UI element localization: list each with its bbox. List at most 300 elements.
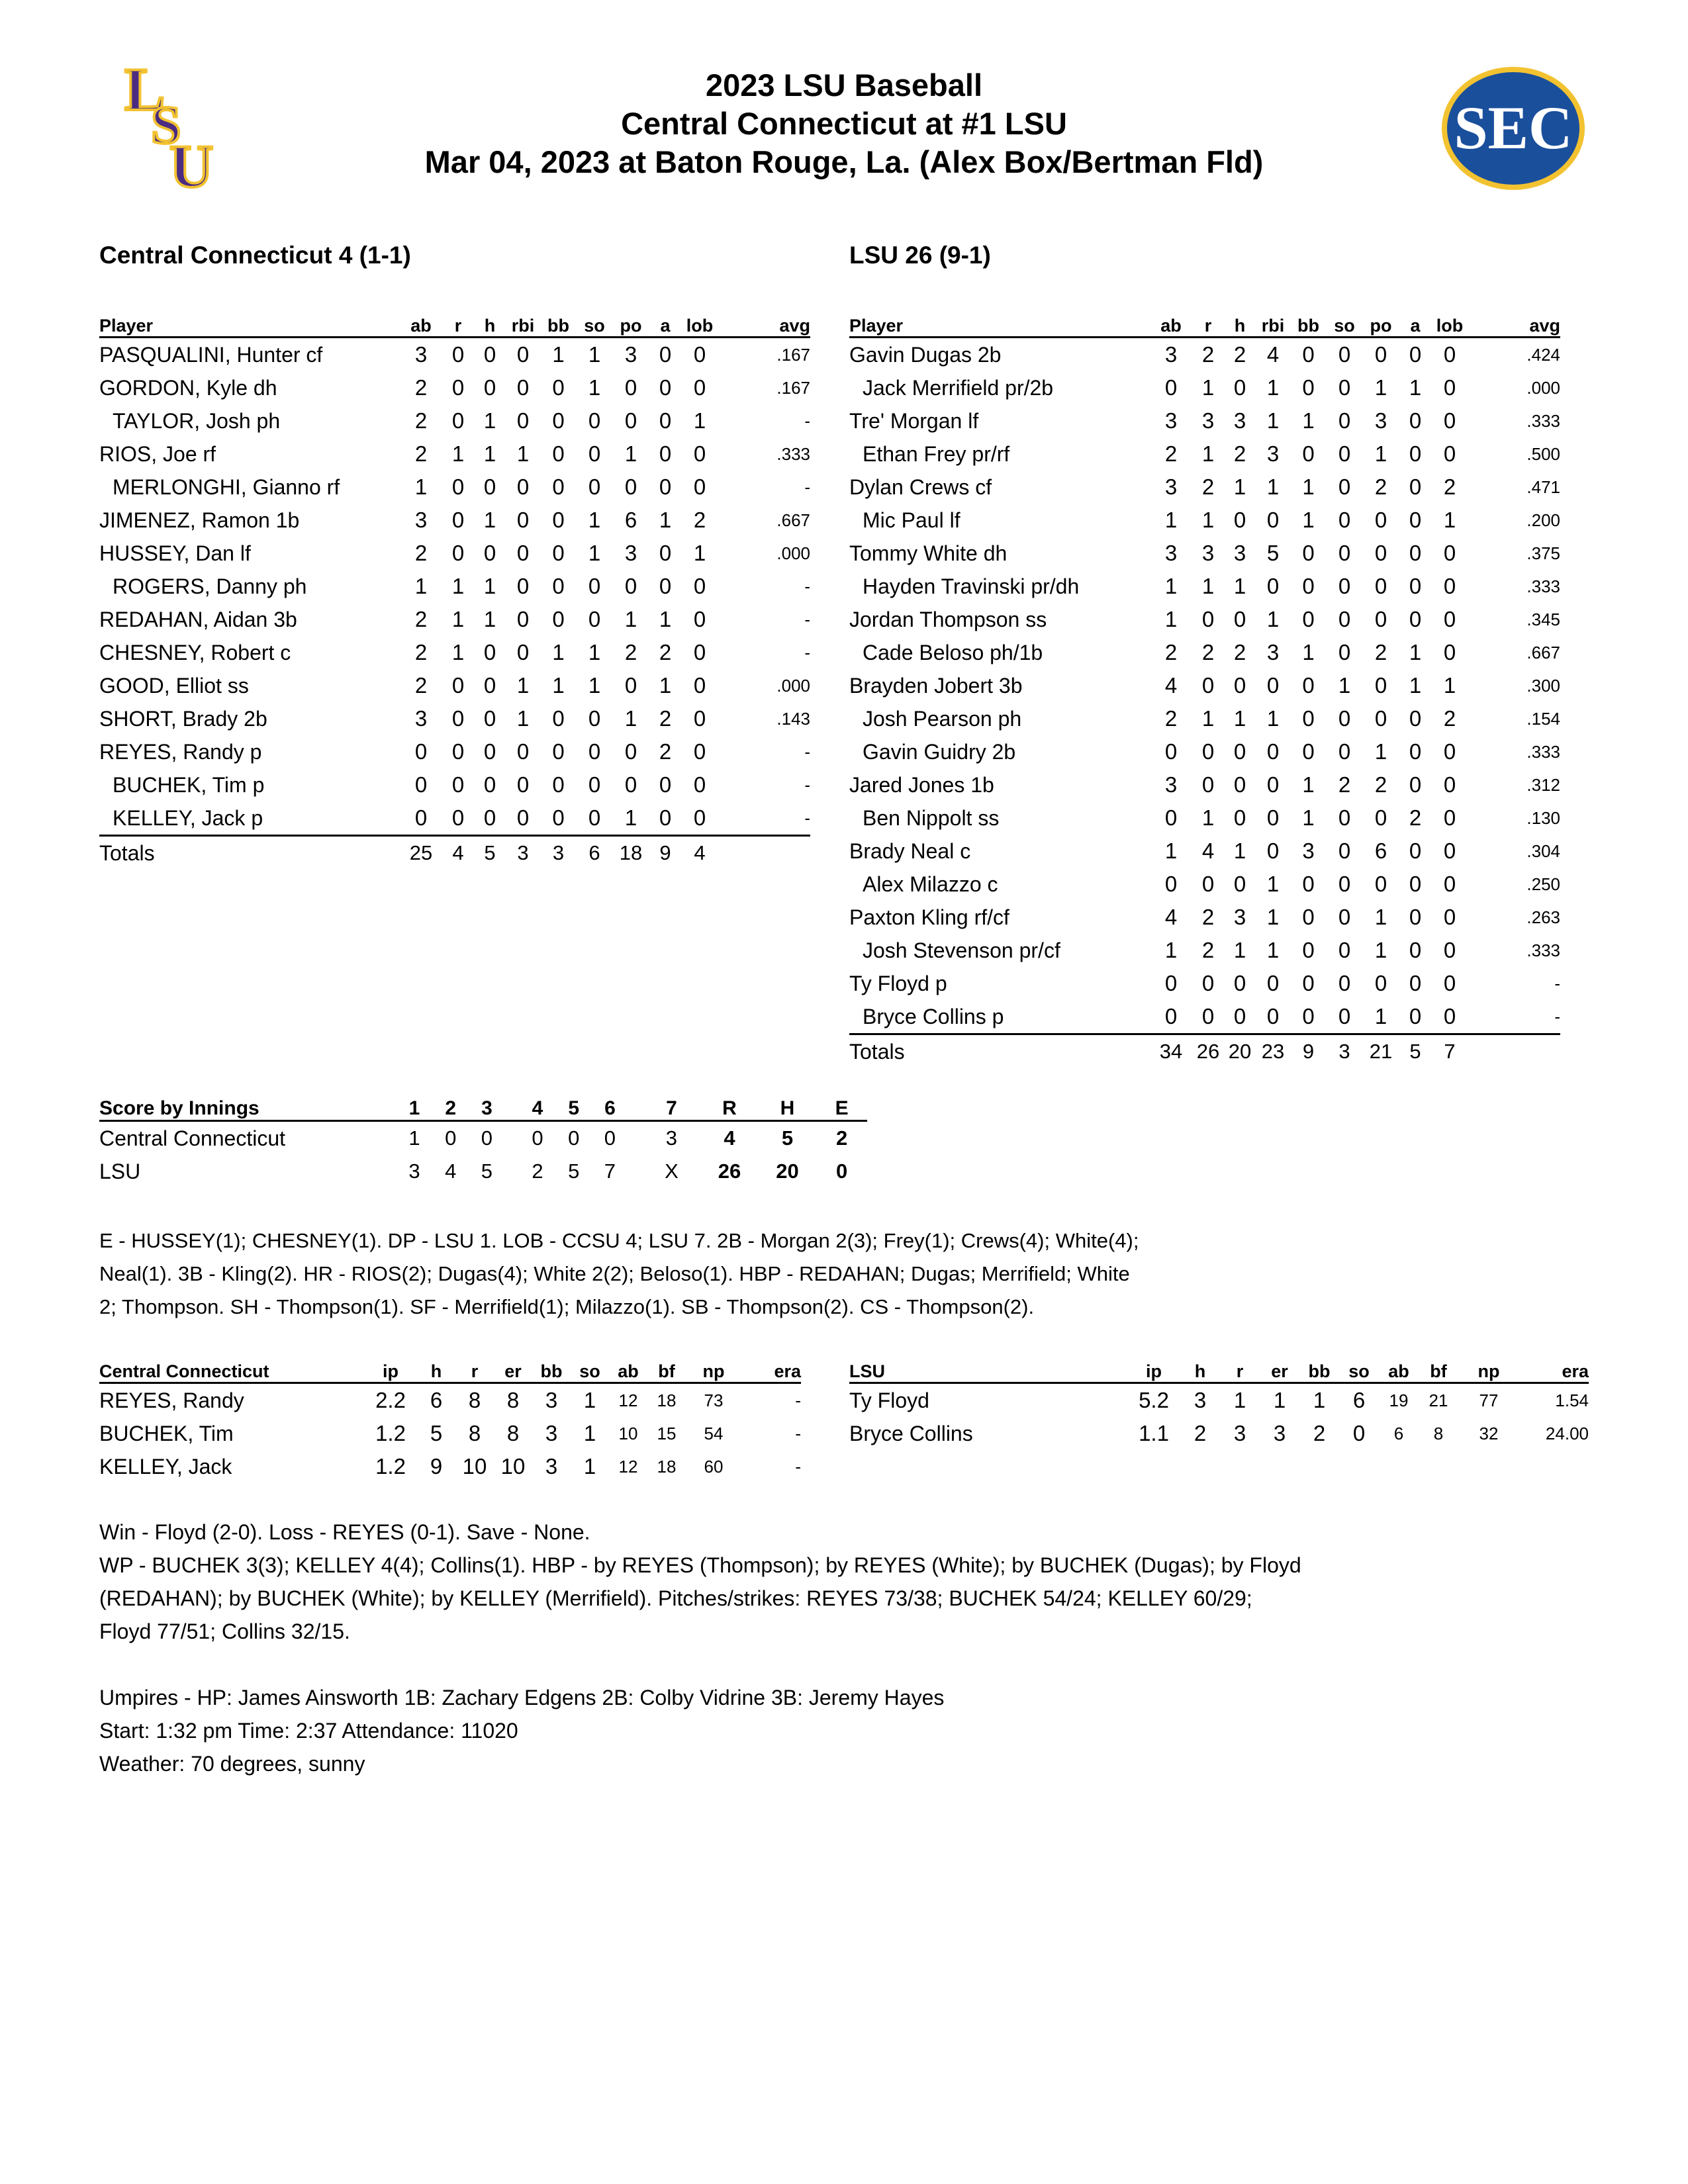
stat-avg: .000 xyxy=(1526,377,1560,398)
stat-avg: .333 xyxy=(1526,410,1560,431)
player-row xyxy=(99,669,810,702)
stat-cell: 2 xyxy=(1443,706,1456,731)
stat-cell: 3 xyxy=(1164,475,1178,499)
stat-cell: 0 xyxy=(1266,839,1280,863)
stat-cell: 0 xyxy=(552,574,565,598)
column-header-avg: avg xyxy=(1468,311,1560,338)
stat-cell: 0 xyxy=(1150,1000,1192,1034)
pitcher-row xyxy=(99,1450,801,1483)
total-cell xyxy=(718,836,810,870)
pitching-notes-line: Floyd 77/51; Collins 32/15. xyxy=(99,1619,350,1643)
player-name: RIOS, Joe rf xyxy=(99,441,216,466)
stat-cell: 0 xyxy=(1374,805,1387,830)
stat-cell: 0 xyxy=(1338,441,1351,466)
stat-avg: .667 xyxy=(1526,642,1560,662)
stat-avg: - xyxy=(804,609,810,629)
stat-cell: 3 xyxy=(624,342,637,367)
stat-cell: 0 xyxy=(1409,739,1422,764)
column-header-bb: bb xyxy=(1290,311,1327,338)
player-name: PASQUALINI, Hunter cf xyxy=(99,342,323,367)
pitching-notes xyxy=(99,1516,1589,1648)
stat-cell: 1 xyxy=(659,673,672,698)
stat-avg: - xyxy=(1468,1000,1560,1034)
stat-cell: 0 xyxy=(624,673,637,698)
stat-cell: 0 xyxy=(483,772,496,797)
player-row xyxy=(99,702,810,735)
stat-cell: 0 xyxy=(1399,1000,1431,1034)
stat-cell: 0 xyxy=(414,772,428,797)
stat-cell: 0 xyxy=(1443,839,1456,863)
stat-cell: 0 xyxy=(1266,673,1280,698)
stat-cell: 0 xyxy=(1431,1000,1468,1034)
inning-runs: 4 xyxy=(445,1160,457,1183)
stat-cell: 0 xyxy=(1201,673,1215,698)
stat-cell: 2 xyxy=(1201,475,1215,499)
stat-cell: 0 xyxy=(1302,375,1315,400)
stat-avg: .333 xyxy=(1526,940,1560,960)
stat-cell: 0 xyxy=(1233,375,1246,400)
stat-cell: 0 xyxy=(1443,640,1456,664)
column-header-h: h xyxy=(474,311,506,338)
stat-cell: 0 xyxy=(1338,375,1351,400)
stat-cell: 1 xyxy=(588,673,601,698)
stat-cell: 1 xyxy=(483,607,496,631)
stat-cell: 0 xyxy=(516,541,530,565)
column-header-a: a xyxy=(1399,311,1431,338)
column-header-h: h xyxy=(1224,311,1256,338)
stat-cell: 0 xyxy=(516,739,530,764)
column-header-r: r xyxy=(1220,1357,1260,1383)
player-row xyxy=(849,471,1560,504)
umpires: Umpires - HP: James Ainsworth 1B: Zachary Edgens 2B: Colby Vidrine 3B: Jeremy Hayes xyxy=(99,1686,945,1709)
stat-cell: 0 xyxy=(1302,574,1315,598)
inning-header: 5 xyxy=(555,1093,592,1121)
stat-cell: 2 xyxy=(414,640,428,664)
stat-cell: 0 xyxy=(1302,441,1315,466)
stat-cell: 0 xyxy=(693,475,706,499)
stat-avg: .312 xyxy=(1526,774,1560,795)
inning-header: 3 xyxy=(469,1093,505,1121)
stat-cell: 1 xyxy=(1164,938,1178,962)
player-row xyxy=(849,1000,1560,1034)
player-name: CHESNEY, Robert c xyxy=(99,640,291,664)
stat-cell: 0 xyxy=(1409,938,1422,962)
stat-cell: 0 xyxy=(659,408,672,433)
stat-cell: 1 xyxy=(552,342,565,367)
player-row xyxy=(849,735,1560,768)
stat-cell: 1 xyxy=(1201,441,1215,466)
home-team-title: LSU 26 (9-1) xyxy=(849,242,991,269)
pitching-stat: 3 xyxy=(1273,1421,1286,1445)
stat-cell: 0 xyxy=(1164,971,1178,995)
inning-runs: 7 xyxy=(604,1160,616,1183)
svg-text:U: U xyxy=(169,132,214,191)
spacer xyxy=(505,1121,520,1156)
stat-cell: 1 xyxy=(1266,375,1280,400)
stat-cell: 0 xyxy=(516,375,530,400)
column-header-bf: bf xyxy=(647,1357,686,1383)
stat-cell: 0 xyxy=(1409,508,1422,532)
player-row xyxy=(849,801,1560,835)
stat-avg: .167 xyxy=(776,377,810,398)
totals-row xyxy=(99,836,810,870)
stat-cell: 2 xyxy=(1374,475,1387,499)
stat-cell: 0 xyxy=(1374,508,1387,532)
total-cell: 3 xyxy=(552,841,565,864)
stat-cell: 3 xyxy=(1233,541,1246,565)
stat-avg: .333 xyxy=(1526,741,1560,762)
stat-cell: 0 xyxy=(1164,805,1178,830)
pitching-stat: - xyxy=(795,1456,801,1477)
player-name: Tommy White dh xyxy=(849,541,1008,565)
stat-cell: 0 xyxy=(1443,375,1456,400)
player-row xyxy=(849,934,1560,967)
pitching-notes-line: WP - BUCHEK 3(3); KELLEY 4(4); Collins(1). HBP - by REYES (Thompson); by REYES (White); by BUCHEK (Dugas); by Floyd xyxy=(99,1553,1301,1577)
pitching-stat: 3 xyxy=(545,1421,558,1445)
stat-cell: 1 xyxy=(1266,938,1280,962)
stat-cell: 3 xyxy=(1164,342,1178,367)
inning-runs: 2 xyxy=(532,1160,543,1183)
pitching-stat: 12 xyxy=(618,1456,638,1477)
stat-cell: 3 xyxy=(414,706,428,731)
stat-avg: - xyxy=(804,741,810,762)
player-row xyxy=(99,603,810,636)
column-header-lob: lob xyxy=(1431,311,1468,338)
inning-runs: 3 xyxy=(408,1160,420,1183)
stat-cell: 0 xyxy=(1302,971,1315,995)
stat-cell: 1 xyxy=(1302,772,1315,797)
stat-cell: 1 xyxy=(1302,408,1315,433)
player-row xyxy=(849,835,1560,868)
column-header-bb: bb xyxy=(532,1357,571,1383)
player-name: Brayden Jobert 3b xyxy=(849,673,1023,698)
stat-cell: 5 xyxy=(1266,541,1280,565)
stat-cell: 1 xyxy=(588,541,601,565)
column-header-bb: bb xyxy=(540,311,577,338)
player-name: SHORT, Brady 2b xyxy=(99,706,267,731)
total-cell: 5 xyxy=(1409,1040,1421,1063)
decisions: Win - Floyd (2-0). Loss - REYES (0-1). Save - None. xyxy=(99,1520,590,1544)
stat-cell: 0 xyxy=(693,739,706,764)
stat-cell: 0 xyxy=(1409,772,1422,797)
stat-cell: 1 xyxy=(1409,375,1422,400)
player-name: Ethan Frey pr/rf xyxy=(863,441,1010,466)
player-name: Gavin Guidry 2b xyxy=(863,739,1016,764)
column-header-so: so xyxy=(571,1357,609,1383)
player-row xyxy=(849,504,1560,537)
stat-cell: 0 xyxy=(1233,739,1246,764)
stat-cell: 0 xyxy=(1266,805,1280,830)
stat-avg: .375 xyxy=(1526,543,1560,563)
column-header-player: Player xyxy=(849,311,1150,338)
stat-cell: 4 xyxy=(1164,673,1178,698)
pitching-stat: 10 xyxy=(462,1454,487,1479)
player-name: Jordan Thompson ss xyxy=(849,607,1047,631)
rhe-header: E xyxy=(816,1093,867,1121)
total-cell: 4 xyxy=(694,841,706,864)
stat-cell: 1 xyxy=(483,574,496,598)
stat-cell: 2 xyxy=(1164,441,1178,466)
column-header-so: so xyxy=(577,311,612,338)
stat-cell: 0 xyxy=(451,408,465,433)
column-header-np: np xyxy=(1458,1357,1519,1383)
stat-cell: 0 xyxy=(451,475,465,499)
pitching-stat: 60 xyxy=(704,1456,724,1477)
pitching-stat: 1 xyxy=(1273,1388,1286,1412)
total-cell: 23 xyxy=(1261,1040,1285,1063)
stat-avg: .143 xyxy=(776,708,810,729)
stat-avg: .167 xyxy=(776,344,810,365)
pitching-stat: - xyxy=(795,1390,801,1410)
pitching-stat: 6 xyxy=(430,1388,443,1412)
rhe-value: 26 xyxy=(718,1160,741,1183)
stat-cell: 1 xyxy=(1302,640,1315,664)
spacer xyxy=(628,1093,643,1121)
stat-cell: 0 xyxy=(552,607,565,631)
stat-cell: 0 xyxy=(1266,739,1280,764)
total-cell: 18 xyxy=(619,841,643,864)
stat-cell: 1 xyxy=(552,640,565,664)
stat-cell: 3 xyxy=(1201,541,1215,565)
stat-cell: 0 xyxy=(588,706,601,731)
stat-cell: 0 xyxy=(624,475,637,499)
inning-header: 4 xyxy=(520,1093,556,1121)
pitching-notes-line: (REDAHAN); by BUCHEK (White); by KELLEY (Merrifield). Pitches/strikes: REYES 73/38; BUCHEK 54/24; KELLEY 60/29; xyxy=(99,1586,1252,1610)
stat-cell: 0 xyxy=(1409,839,1422,863)
stat-cell: 2 xyxy=(1338,772,1351,797)
stat-cell: 0 xyxy=(1443,739,1456,764)
weather: Weather: 70 degrees, sunny xyxy=(99,1752,365,1776)
report-title: 2023 LSU Baseball xyxy=(706,68,982,103)
line-score-team: Central Connecticut xyxy=(99,1126,286,1150)
game-notes-line: E - HUSSEY(1); CHESNEY(1). DP - LSU 1. LOB - CCSU 4; LSU 7. 2B - Morgan 2(3); Frey(1); Crews(4); White(4); xyxy=(99,1229,1139,1252)
stat-cell: 3 xyxy=(1266,441,1280,466)
total-cell: 4 xyxy=(452,841,464,864)
player-row xyxy=(99,735,810,768)
player-row xyxy=(99,371,810,404)
column-header-rbi: rbi xyxy=(1256,311,1290,338)
stat-cell: 3 xyxy=(414,508,428,532)
stat-cell: 3 xyxy=(414,342,428,367)
stat-cell: 0 xyxy=(1302,342,1315,367)
stat-cell: 0 xyxy=(1374,607,1387,631)
column-header-bb: bb xyxy=(1299,1357,1339,1383)
pitching-stat: 32 xyxy=(1479,1423,1499,1443)
stat-cell: 0 xyxy=(516,408,530,433)
home-pitching-table xyxy=(849,1357,1589,1450)
player-name: Brady Neal c xyxy=(849,839,971,863)
stat-avg: - xyxy=(804,410,810,431)
stat-cell: 0 xyxy=(659,441,672,466)
pitching-stat: 1 xyxy=(583,1454,596,1479)
stat-cell: 0 xyxy=(1302,739,1315,764)
stat-cell: 0 xyxy=(516,574,530,598)
stat-avg: .154 xyxy=(1526,708,1560,729)
stat-cell: 0 xyxy=(552,408,565,433)
game-date-location: Mar 04, 2023 at Baton Rouge, La. (Alex Box/Bertman Fld) xyxy=(424,144,1264,179)
stat-cell: 2 xyxy=(1409,805,1422,830)
stat-cell: 1 xyxy=(516,706,530,731)
stat-cell: 1 xyxy=(659,607,672,631)
stat-cell: 3 xyxy=(1201,408,1215,433)
stat-cell: 1 xyxy=(1302,508,1315,532)
stat-avg: .333 xyxy=(1526,576,1560,596)
total-cell: 21 xyxy=(1369,1040,1393,1063)
pitching-stat: 24.00 xyxy=(1545,1423,1589,1443)
inning-header: 7 xyxy=(643,1093,701,1121)
stat-cell: 0 xyxy=(1302,872,1315,896)
stat-cell: 0 xyxy=(588,739,601,764)
player-name: REDAHAN, Aidan 3b xyxy=(99,607,297,631)
player-name: Jack Merrifield pr/2b xyxy=(863,375,1054,400)
player-row xyxy=(849,371,1560,404)
rhe-value: 20 xyxy=(776,1160,799,1183)
stat-cell: 1 xyxy=(624,441,637,466)
stat-cell: 0 xyxy=(1374,342,1387,367)
stat-cell: 0 xyxy=(483,706,496,731)
player-name: MERLONGHI, Gianno rf xyxy=(113,475,340,499)
player-name: ROGERS, Danny ph xyxy=(113,574,307,598)
player-name: Alex Milazzo c xyxy=(863,872,998,896)
column-header-era: era xyxy=(1519,1357,1589,1383)
stat-cell: 0 xyxy=(1409,607,1422,631)
stat-cell: 0 xyxy=(693,342,706,367)
inning-runs: 3 xyxy=(665,1126,678,1150)
stat-cell: 0 xyxy=(1409,475,1422,499)
stat-cell: 0 xyxy=(516,607,530,631)
pitcher-name: Ty Floyd xyxy=(849,1388,929,1412)
stat-cell: 0 xyxy=(624,772,637,797)
player-row xyxy=(849,437,1560,471)
stat-cell: 0 xyxy=(1443,938,1456,962)
inning-header: 6 xyxy=(592,1093,628,1121)
stat-cell: 0 xyxy=(1233,508,1246,532)
stat-cell: 0 xyxy=(552,772,565,797)
stat-avg: - xyxy=(804,642,810,662)
stat-cell: 2 xyxy=(659,739,672,764)
stat-cell: 3 xyxy=(1302,839,1315,863)
stat-avg: .263 xyxy=(1526,907,1560,927)
player-row xyxy=(99,537,810,570)
pitching-stat: 10 xyxy=(618,1423,638,1443)
player-row xyxy=(849,868,1560,901)
stat-avg: .200 xyxy=(1526,510,1560,530)
stat-cell: 0 xyxy=(451,375,465,400)
column-header-so: so xyxy=(1339,1357,1379,1383)
stat-cell: 1 xyxy=(1443,673,1456,698)
stat-cell: 0 xyxy=(451,673,465,698)
column-header-er: er xyxy=(1260,1357,1299,1383)
stat-cell: 1 xyxy=(1233,839,1246,863)
stat-cell: 0 xyxy=(552,508,565,532)
column-header-lob: lob xyxy=(681,311,718,338)
stat-cell: 1 xyxy=(1374,739,1387,764)
pitcher-name: BUCHEK, Tim xyxy=(99,1421,234,1445)
stat-avg: .424 xyxy=(1526,344,1560,365)
column-header-r: r xyxy=(455,1357,494,1383)
stat-cell: 3 xyxy=(1233,408,1246,433)
stat-cell: 1 xyxy=(1374,375,1387,400)
player-row xyxy=(849,702,1560,735)
pitching-stat: 5.2 xyxy=(1139,1388,1169,1412)
line-score-row xyxy=(99,1155,867,1188)
stat-cell: 0 xyxy=(1443,408,1456,433)
stat-avg: .300 xyxy=(1526,675,1560,696)
player-name: Mic Paul lf xyxy=(863,508,961,532)
stat-avg: - xyxy=(718,801,810,836)
stat-cell: 1 xyxy=(624,607,637,631)
player-name: TAYLOR, Josh ph xyxy=(113,408,281,433)
stat-cell: 0 xyxy=(1302,905,1315,929)
stat-cell: 0 xyxy=(1302,673,1315,698)
stat-cell: 0 xyxy=(1443,541,1456,565)
stat-cell: 2 xyxy=(414,408,428,433)
stat-cell: 0 xyxy=(1290,1000,1327,1034)
stat-cell: 0 xyxy=(1409,541,1422,565)
stat-cell: 0 xyxy=(659,475,672,499)
game-notes-line: 2; Thompson. SH - Thompson(1). SF - Merrifield(1); Milazzo(1). SB - Thompson(2). CS - Thompson(2). xyxy=(99,1295,1035,1318)
pitching-stat: 2.2 xyxy=(375,1388,406,1412)
column-header-rbi: rbi xyxy=(506,311,540,338)
player-name: Jared Jones 1b xyxy=(849,772,994,797)
stat-cell: 0 xyxy=(1443,805,1456,830)
stat-cell: 1 xyxy=(1266,706,1280,731)
stat-cell: 0 xyxy=(693,706,706,731)
stat-cell: 0 xyxy=(649,801,681,836)
stat-cell: 0 xyxy=(516,342,530,367)
spacer xyxy=(628,1155,643,1188)
pitching-team-label: Central Connecticut xyxy=(99,1357,364,1383)
pitching-stat: 3 xyxy=(545,1454,558,1479)
pitching-stat: 6 xyxy=(1352,1388,1366,1412)
stat-cell: 0 xyxy=(659,574,672,598)
player-row xyxy=(849,404,1560,437)
stat-cell: 0 xyxy=(1374,706,1387,731)
stat-cell: 2 xyxy=(1374,640,1387,664)
stat-avg: - xyxy=(804,477,810,497)
pitching-stat: 1 xyxy=(1313,1388,1326,1412)
stat-cell: 1 xyxy=(483,441,496,466)
stat-cell: 0 xyxy=(1374,541,1387,565)
player-name: HUSSEY, Dan lf xyxy=(99,541,251,565)
stat-cell: 1 xyxy=(588,640,601,664)
stat-cell: 0 xyxy=(552,475,565,499)
stat-cell: 2 xyxy=(1201,938,1215,962)
column-header-ab: ab xyxy=(1150,311,1192,338)
pitcher-name: REYES, Randy xyxy=(99,1388,244,1412)
stat-cell: 0 xyxy=(693,441,706,466)
stat-cell: 0 xyxy=(516,475,530,499)
stat-cell: 0 xyxy=(1443,607,1456,631)
stat-cell: 2 xyxy=(1201,905,1215,929)
stat-cell: 0 xyxy=(1338,839,1351,863)
stat-cell: 0 xyxy=(577,801,612,836)
column-header-ip: ip xyxy=(364,1357,417,1383)
stat-cell: 6 xyxy=(1374,839,1387,863)
stat-cell: 1 xyxy=(1201,508,1215,532)
stat-cell: 0 xyxy=(659,772,672,797)
stat-cell: 1 xyxy=(1362,1000,1399,1034)
stat-cell: 0 xyxy=(442,801,474,836)
pitching-stat: 8 xyxy=(468,1388,481,1412)
stat-cell: 1 xyxy=(451,574,465,598)
pitching-stat: 19 xyxy=(1389,1390,1409,1410)
stat-cell: 0 xyxy=(483,673,496,698)
stat-cell: 1 xyxy=(1201,375,1215,400)
stat-avg: .667 xyxy=(776,510,810,530)
player-name: KELLEY, Jack p xyxy=(99,801,400,836)
stat-cell: 0 xyxy=(400,801,442,836)
